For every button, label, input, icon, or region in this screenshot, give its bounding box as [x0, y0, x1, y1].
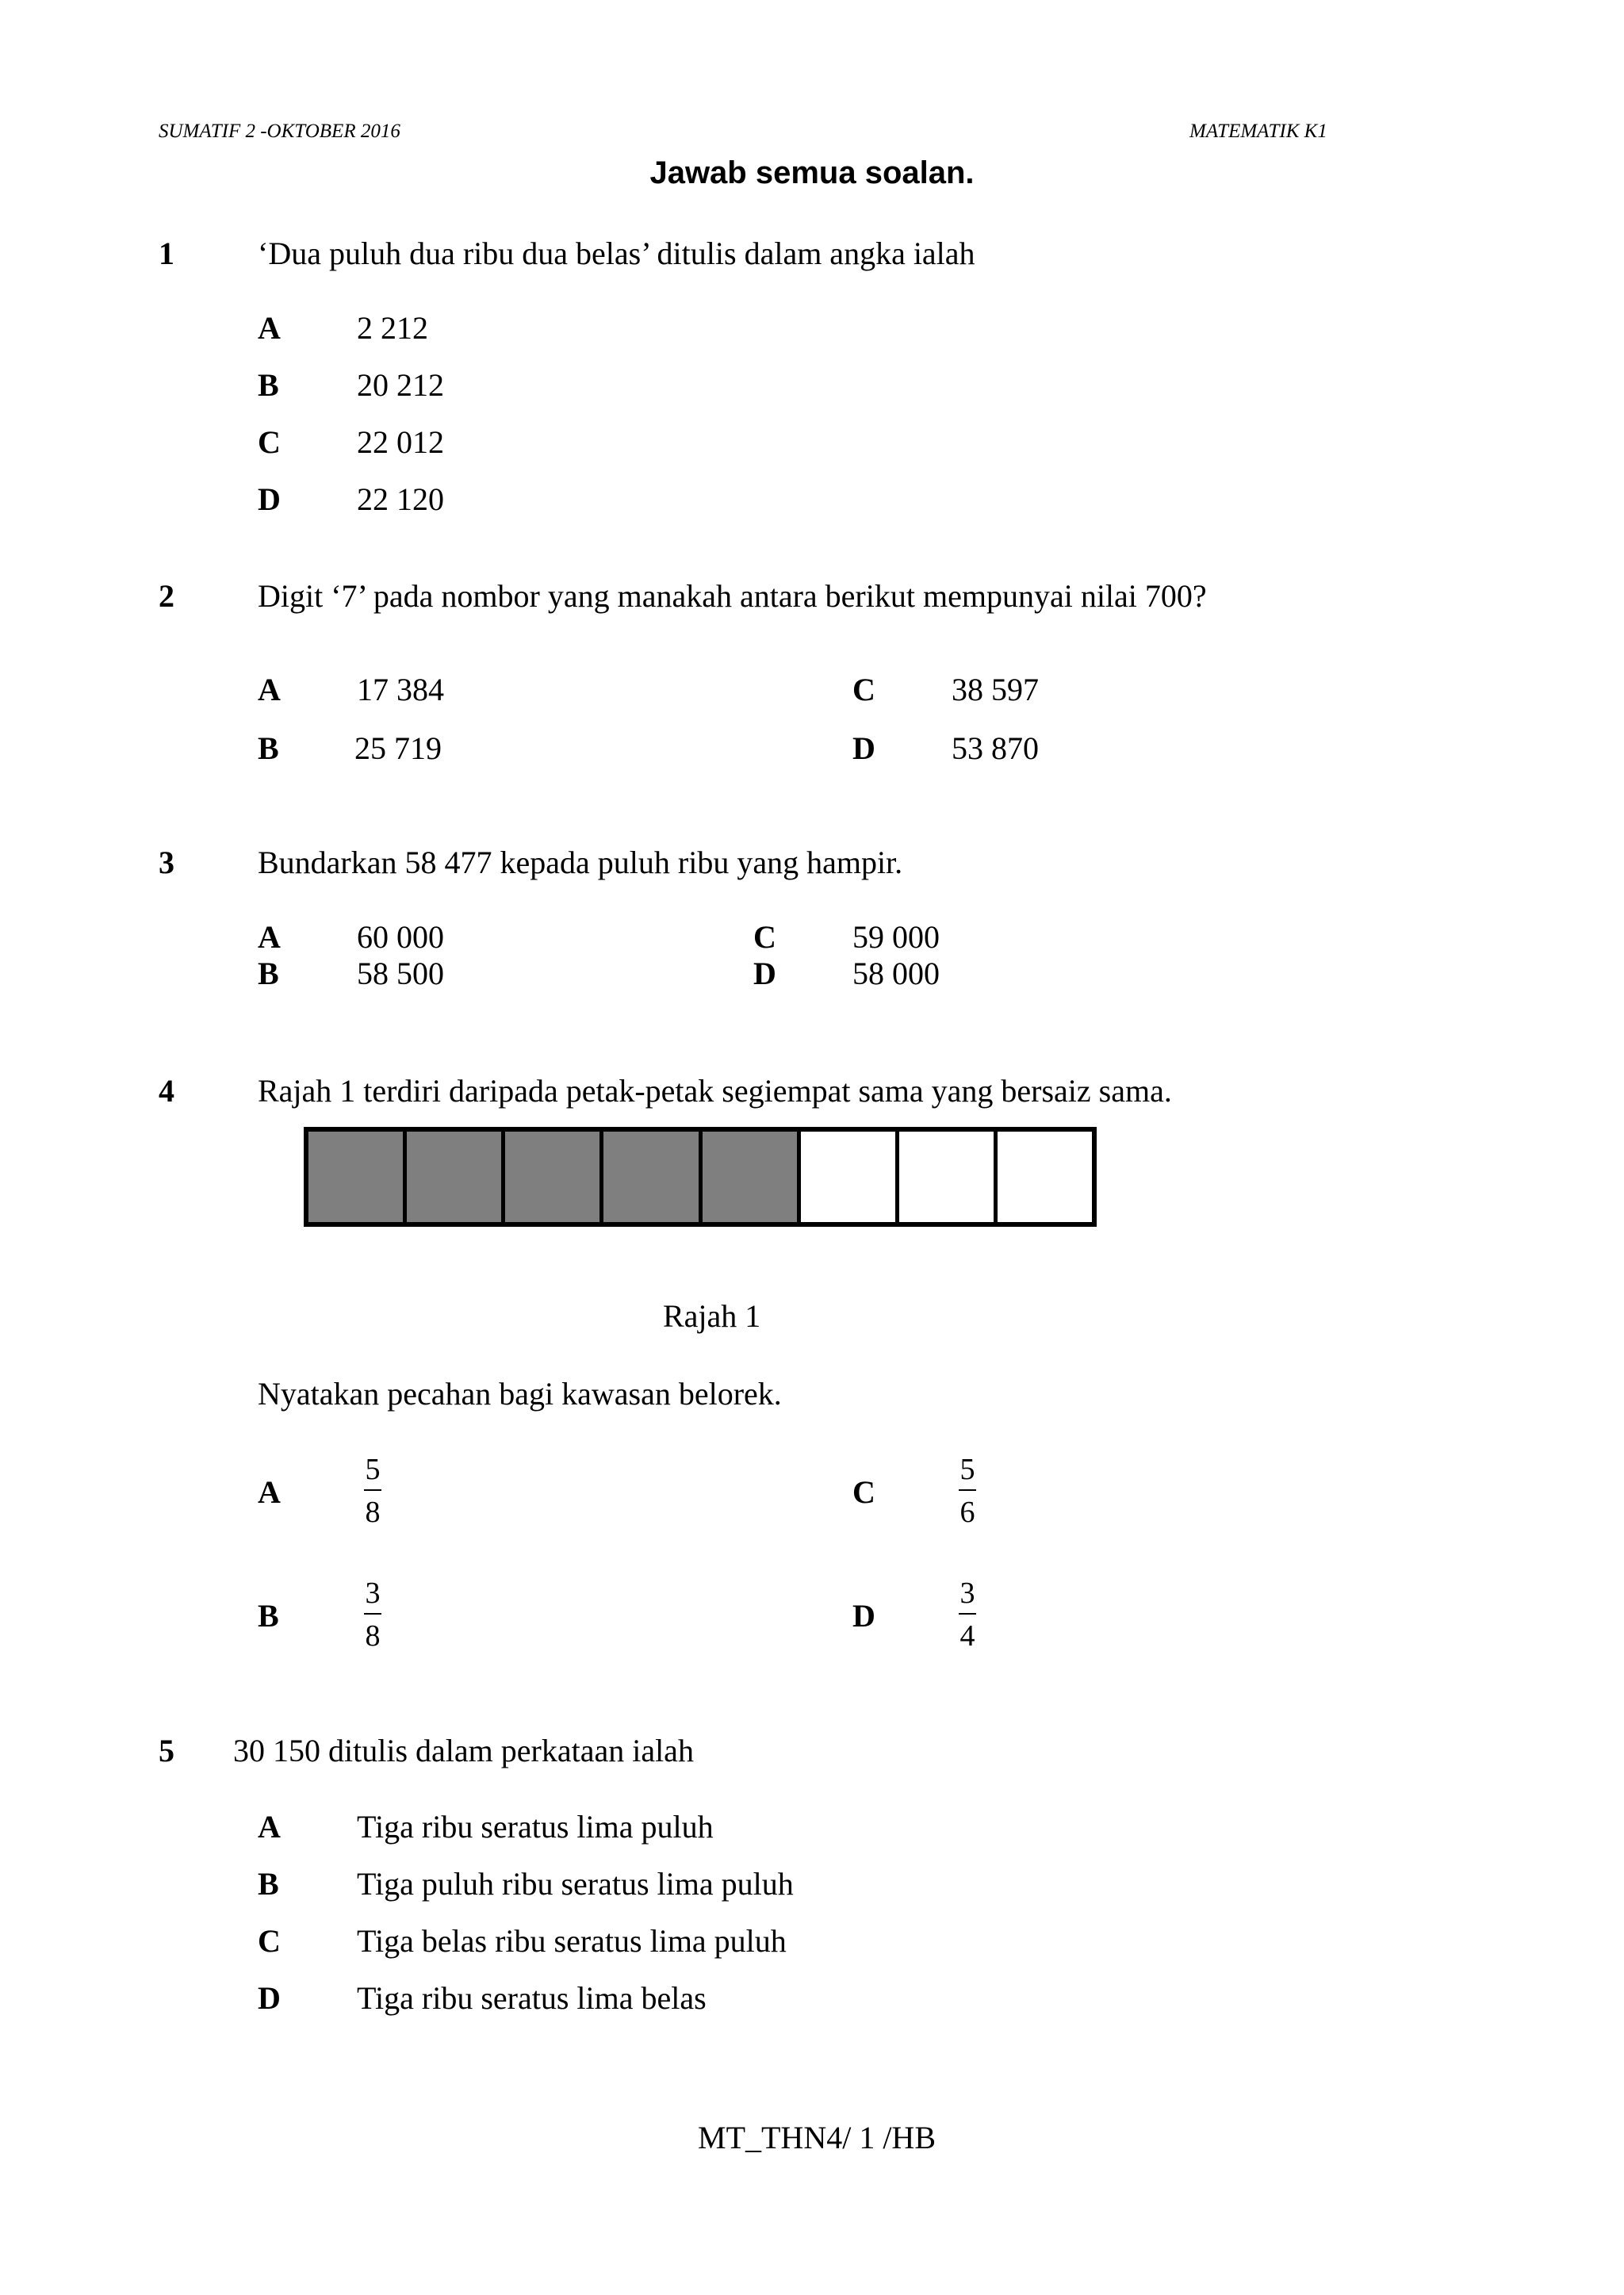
grid-cell-shaded [407, 1132, 505, 1222]
q4-option-c-letter: C [852, 1474, 875, 1510]
q1-option-c-letter: C [258, 424, 281, 460]
q2-option-a-value: 17 384 [357, 672, 444, 707]
fraction-denominator: 8 [365, 1619, 381, 1653]
fraction-denominator: 8 [365, 1496, 381, 1529]
q1-option-a-letter: A [258, 310, 281, 346]
q3-option-d-value: 58 000 [852, 956, 940, 991]
q4-option-b-fraction [357, 1578, 389, 1651]
q5-option-d-value: Tiga ribu seratus lima belas [357, 1980, 707, 2016]
rajah-1-grid [304, 1127, 1097, 1227]
q1-option-d-value: 22 120 [357, 481, 444, 517]
fraction-bar [364, 1489, 381, 1491]
question-4-text: Rajah 1 terdiri daripada petak-petak segiempat sama yang bersaiz sama. [258, 1073, 1172, 1109]
grid-cell-shaded [505, 1132, 603, 1222]
header-left: SUMATIF 2 -OKTOBER 2016 [159, 121, 400, 142]
q4-option-c-fraction [952, 1454, 983, 1527]
question-1-number: 1 [159, 236, 174, 271]
q4-option-d-letter: D [852, 1598, 875, 1634]
q2-option-d-letter: D [852, 730, 875, 766]
q5-option-c-letter: C [258, 1923, 281, 1959]
q5-option-a-value: Tiga ribu seratus lima puluh [357, 1809, 714, 1845]
question-4-number: 4 [159, 1073, 174, 1109]
q1-option-d-letter: D [258, 481, 281, 517]
question-5-text: 30 150 ditulis dalam perkataan ialah [233, 1733, 694, 1768]
fraction-numerator: 5 [365, 1453, 381, 1486]
grid-cell-shaded [703, 1132, 801, 1222]
q4-option-d-fraction [952, 1578, 983, 1651]
grid-cell-empty [899, 1132, 998, 1222]
q1-option-a-value: 2 212 [357, 310, 428, 346]
q2-option-d-value: 53 870 [952, 730, 1039, 766]
q2-option-b-value: 25 719 [354, 730, 442, 766]
q2-option-c-letter: C [852, 672, 875, 707]
grid-cell-empty [801, 1132, 899, 1222]
grid-cell-shaded [603, 1132, 702, 1222]
q5-option-d-letter: D [258, 1980, 281, 2016]
fraction-bar [959, 1489, 976, 1491]
fraction-numerator: 3 [365, 1577, 381, 1610]
q5-option-b-value: Tiga puluh ribu seratus lima puluh [357, 1866, 794, 1902]
question-3-number: 3 [159, 845, 174, 880]
q3-option-a-letter: A [258, 919, 281, 955]
q3-option-a-value: 60 000 [357, 919, 444, 955]
figure-caption: Rajah 1 [663, 1298, 761, 1334]
page-footer: MT_THN4/ 1 /HB [698, 2120, 936, 2155]
fraction-numerator: 5 [959, 1453, 975, 1486]
q2-option-a-letter: A [258, 672, 281, 707]
header-right: MATEMATIK K1 [1189, 121, 1327, 142]
q3-option-b-value: 58 500 [357, 956, 444, 991]
q4-option-a-fraction [357, 1454, 389, 1527]
grid-cell-empty [998, 1132, 1092, 1222]
question-3-text: Bundarkan 58 477 kepada puluh ribu yang hampir. [258, 845, 903, 880]
q1-option-c-value: 22 012 [357, 424, 444, 460]
q1-option-b-value: 20 212 [357, 367, 444, 403]
q4-option-b-letter: B [258, 1598, 279, 1634]
fraction-numerator: 3 [959, 1577, 975, 1610]
q3-option-c-value: 59 000 [852, 919, 940, 955]
q5-option-b-letter: B [258, 1866, 279, 1902]
q4-option-a-letter: A [258, 1474, 281, 1510]
page-title: Jawab semua soalan. [649, 155, 975, 190]
q5-option-a-letter: A [258, 1809, 281, 1845]
grid-cell-shaded [308, 1132, 407, 1222]
q1-option-b-letter: B [258, 367, 279, 403]
question-5-number: 5 [159, 1733, 174, 1768]
fraction-bar [364, 1613, 381, 1615]
q2-option-c-value: 38 597 [952, 672, 1039, 707]
question-2-number: 2 [159, 578, 174, 614]
q3-option-b-letter: B [258, 956, 279, 991]
question-4-prompt: Nyatakan pecahan bagi kawasan belorek. [258, 1376, 782, 1412]
fraction-bar [959, 1613, 976, 1615]
q5-option-c-value: Tiga belas ribu seratus lima puluh [357, 1923, 787, 1959]
question-1-text: ‘Dua puluh dua ribu dua belas’ ditulis dalam angka ialah [258, 236, 975, 271]
q3-option-d-letter: D [753, 956, 776, 991]
q2-option-b-letter: B [258, 730, 279, 766]
fraction-denominator: 6 [959, 1496, 975, 1529]
q3-option-c-letter: C [753, 919, 776, 955]
question-2-text: Digit ‘7’ pada nombor yang manakah antara berikut mempunyai nilai 700? [258, 578, 1207, 614]
fraction-denominator: 4 [959, 1619, 975, 1653]
